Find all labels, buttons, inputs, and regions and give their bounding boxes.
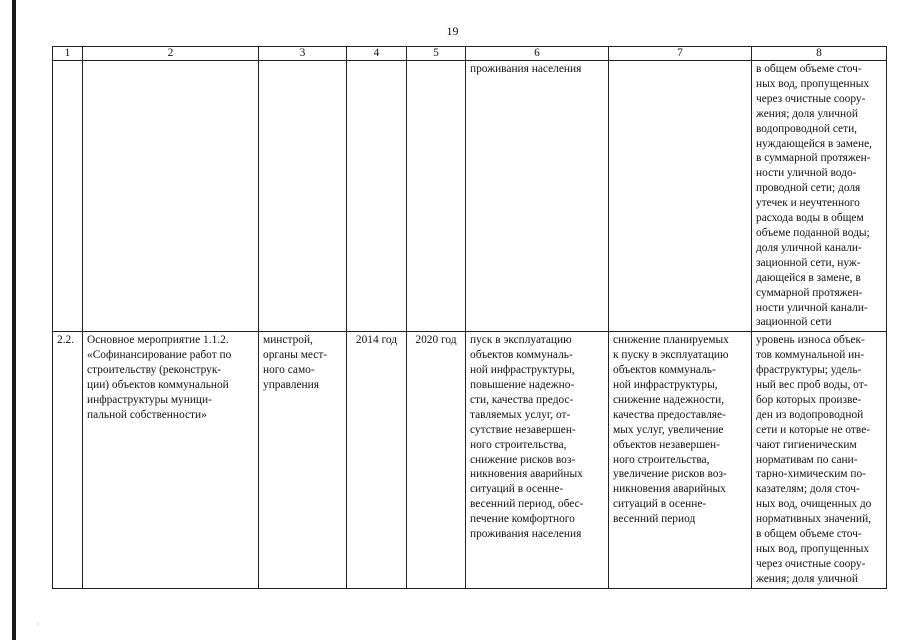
row2-consequences-cell: снижение планируемых к пуску в эксплуатацию объектов коммуналь- ной инфраструктуры, снижение надежности, качества предоставляе- мых услуг, увеличение объектов незавершен- ного строительства, увеличение рисков воз- никновения аварийных ситуаций в осенне- весенний период	[609, 332, 752, 588]
header-cell-4: 4	[347, 47, 407, 61]
header-cell-6: 6	[466, 47, 609, 61]
document-table	[52, 46, 887, 589]
table-header-row	[53, 47, 887, 61]
row2-indicators-cell: уровень износа объек- тов коммунальной ин- фраструктуры; удель- ный вес проб воды, от- бор которых произве- ден из водопроводной сети и которые не отве- чают гигиеническим нормативам по сани- тарно-химическим по- казателям; доля сточ- ных вод, очищенных до нормативных значений, в общем объеме сточ- ных вод, пропущенных через очистные соору- жения; доля уличной	[752, 332, 887, 588]
row1-end-cell	[407, 61, 466, 332]
header-cell-3: 3	[259, 47, 347, 61]
header-cell-7: 7	[609, 47, 752, 61]
row1-number-cell	[53, 61, 83, 332]
row2-activity-cell: Основное мероприятие 1.1.2. «Софинансирование работ по строительству (реконструк- ции) объектов коммунальной инфраструктуры муници- пальной собственности»	[83, 332, 259, 588]
row1-result-cell: проживания населения	[466, 61, 609, 332]
row1-executor-cell	[259, 61, 347, 332]
scan-speck: ·	[36, 620, 39, 629]
row1-indicators-cell: в общем объеме сточ- ных вод, пропущенных через очистные соору- жения; доля уличной водопроводной сети, нуждающейся в замене, в суммарной протяжен- ности уличной водо- проводной сети; доля утечек и неучтенного расхода воды в общем объеме поданной воды; доля уличной канали- зационной сети, нуж- дающейся в замене, в суммарной протяжен- ности уличной канали- зационной сети	[752, 61, 887, 332]
row1-consequences-cell	[609, 61, 752, 332]
row1-activity-cell	[83, 61, 259, 332]
header-cell-8: 8	[752, 47, 887, 61]
table-row	[53, 61, 887, 332]
row2-number-cell: 2.2.	[53, 332, 83, 588]
header-cell-2: 2	[83, 47, 259, 61]
table-row	[53, 332, 887, 588]
row1-start-cell	[347, 61, 407, 332]
row2-end-cell: 2020 год	[407, 332, 466, 588]
row2-executor-cell: минстрой, органы мест- ного само- управления	[259, 332, 347, 588]
header-cell-1: 1	[53, 47, 83, 61]
row2-start-cell: 2014 год	[347, 332, 407, 588]
page-number: 19	[446, 24, 459, 38]
scan-edge-line	[12, 0, 16, 640]
row2-result-cell: пуск в эксплуатацию объектов коммуналь- ной инфраструктуры, повышение надежно- сти, качества предос- тавляемых услуг, от- сутствие незавершен- ного строительства, снижение рисков воз- никновения аварийных ситуаций в осенне- весенний период, обес- печение комфортного проживания населения	[466, 332, 609, 588]
header-cell-5: 5	[407, 47, 466, 61]
